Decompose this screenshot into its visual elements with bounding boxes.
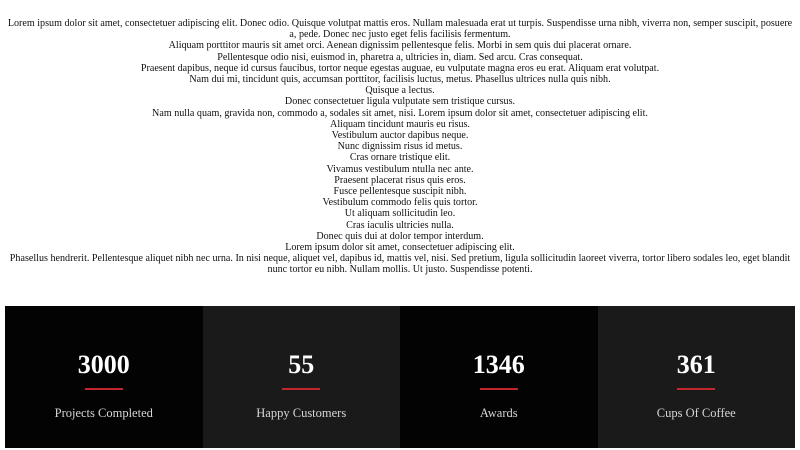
stat-label: Happy Customers (256, 406, 347, 420)
paragraph: Fusce pellentesque suscipit nibh. (333, 186, 467, 198)
stat-label: Projects Completed (54, 406, 153, 420)
paragraph: Vestibulum auctor dapibus neque. (331, 130, 469, 142)
paragraph: Quisque a lectus. (365, 85, 435, 97)
paragraph: Phasellus hendrerit. Pellentesque aliquet nibh nec urna. In nisi neque, aliquet vel, dapibus id, mattis vel, nisi. Sed pretium, ligula sollicitudin laoreet viverra, tortor libero sodales leo, eget blandit nunc tortor eu nibh. Nullam mollis. Ut justo. Suspendisse potenti. (9, 253, 791, 276)
lorem-text-block (4, 18, 796, 276)
stat-number: 3000 (77, 350, 130, 379)
paragraph: Cras ornare tristique elit. (349, 152, 451, 164)
paragraph: Donec quis dui at dolor tempor interdum. (316, 230, 484, 242)
accent-divider (282, 388, 320, 390)
stat-happy-customers (203, 306, 401, 448)
accent-divider (677, 388, 715, 390)
paragraph: Vivamus vestibulum ntulla nec ante. (326, 163, 474, 175)
stat-number: 361 (676, 350, 716, 379)
paragraph: Aliquam tincidunt mauris eu risus. (330, 118, 470, 130)
paragraph: Nunc dignissim risus id metus. (337, 141, 463, 153)
paragraph: Lorem ipsum dolor sit amet, consectetuer adipiscing elit. (285, 242, 515, 254)
stat-number: 1346 (472, 350, 525, 379)
stat-number: 55 (288, 350, 315, 379)
paragraph: Ut aliquam sollicitudin leo. (344, 208, 456, 220)
paragraph: Lorem ipsum dolor sit amet, consectetuer adipiscing elit. Donec odio. Quisque volutpat mattis eros. Nullam malesuada erat ut turpis. Suspendisse urna nibh, viverra non, semper suscipit, posuere a, pede. Donec nec justo eget felis facilisis fermentum. (7, 18, 793, 41)
stat-projects-completed (5, 306, 203, 448)
paragraph: Vestibulum commodo felis quis tortor. (322, 197, 478, 209)
stat-awards (400, 306, 598, 448)
paragraph: Praesent placerat risus quis eros. (334, 174, 466, 186)
accent-divider (85, 388, 123, 390)
paragraph: Aliquam porttitor mauris sit amet orci. Aenean dignissim pellentesque felis. Morbi in sem quis dui placerat ornare. (168, 40, 632, 52)
stat-label: Awards (479, 406, 518, 420)
paragraph: Nam nulla quam, gravida non, commodo a, sodales sit amet, nisi. Lorem ipsum dolor sit amet, consectetuer adipiscing elit. (152, 107, 648, 119)
stat-label: Cups Of Coffee (656, 406, 736, 420)
paragraph: Donec consectetuer ligula vulputate sem tristique cursus. (284, 96, 516, 108)
stats-section (5, 306, 795, 448)
paragraph: Nam dui mi, tincidunt quis, accumsan porttitor, facilisis luctus, metus. Phasellus ultrices nulla quis nibh. (189, 74, 611, 86)
accent-divider (480, 388, 518, 390)
stat-cups-of-coffee (598, 306, 796, 448)
paragraph: Praesent dapibus, neque id cursus faucibus, tortor neque egestas auguae, eu vulputate magna eros eu erat. Aliquam erat volutpat. (140, 62, 660, 74)
paragraph: Pellentesque odio nisi, euismod in, pharetra a, ultricies in, diam. Sed arcu. Cras consequat. (217, 51, 583, 63)
paragraph: Cras iaculis ultricies nulla. (346, 219, 454, 231)
